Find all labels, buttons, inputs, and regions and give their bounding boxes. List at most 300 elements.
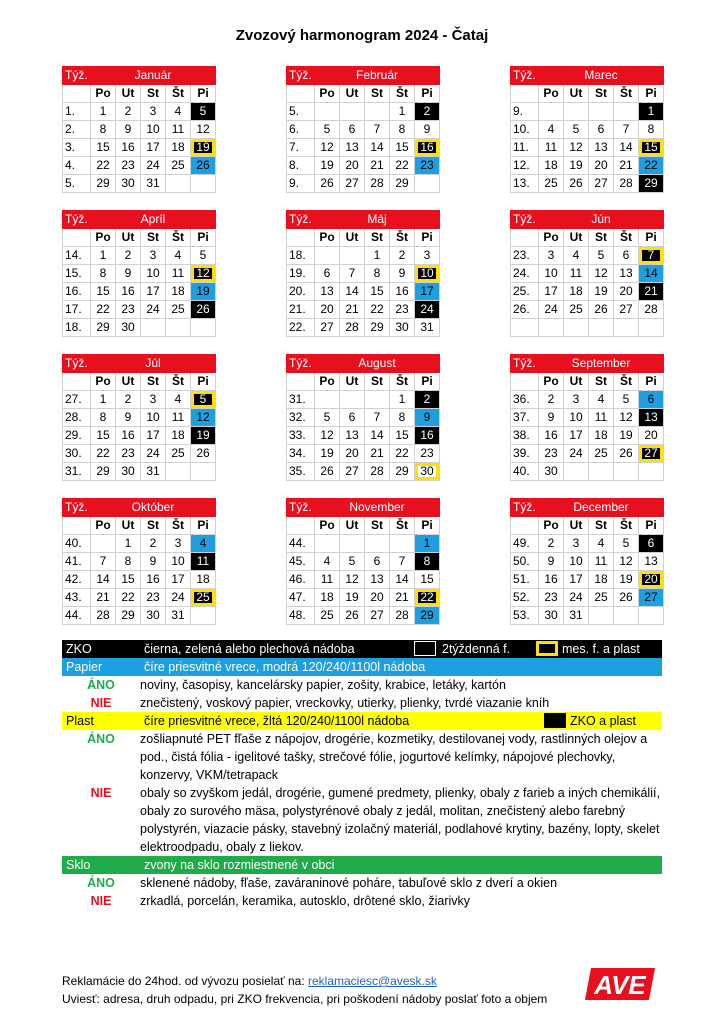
day-cell: 24 — [141, 301, 166, 319]
month-name: Júl — [91, 355, 216, 373]
month-calendar — [62, 66, 216, 193]
week-header: Týž. — [63, 67, 91, 85]
month-calendar — [510, 354, 664, 481]
day-cell: 25 — [191, 589, 216, 607]
day-header: St — [141, 373, 166, 391]
day-cell: 21 — [614, 157, 639, 175]
day-cell: 12 — [614, 409, 639, 427]
week-header: Týž. — [511, 499, 539, 517]
day-header: St — [141, 229, 166, 247]
week-row — [511, 247, 664, 265]
day-header: Ut — [340, 517, 365, 535]
day-header: Po — [315, 85, 340, 103]
day-cell: 8 — [390, 121, 415, 139]
week-number: 39. — [511, 445, 539, 463]
day-cell: 28 — [639, 301, 664, 319]
week-header: Týž. — [287, 211, 315, 229]
day-cell: 29 — [390, 463, 415, 481]
day-cell — [639, 463, 664, 481]
week-row — [511, 103, 664, 121]
legend-line: obaly so zvyškom jedál, drogérie, gumené predmety, plienky, obaly z farieb a iných chemikálií, — [140, 786, 660, 800]
legend-zko-label: ZKO — [66, 642, 92, 656]
day-cell: 9 — [141, 553, 166, 571]
day-cell: 7 — [639, 247, 664, 265]
day-cell — [315, 391, 340, 409]
month-calendar — [510, 210, 664, 337]
day-cell: 17 — [141, 139, 166, 157]
day-cell: 14 — [390, 571, 415, 589]
day-cell: 14 — [614, 139, 639, 157]
month-name: Apríl — [91, 211, 216, 229]
day-cell — [614, 463, 639, 481]
day-cell: 11 — [539, 139, 564, 157]
day-cell: 7 — [614, 121, 639, 139]
legend-sklo-desc: zvony na sklo rozmiestnené v obci — [144, 858, 335, 872]
day-cell: 25 — [315, 607, 340, 625]
day-cell: 17 — [564, 571, 589, 589]
day-cell: 9 — [116, 409, 141, 427]
day-header: St — [365, 517, 390, 535]
week-row — [63, 265, 216, 283]
day-header: Po — [91, 85, 116, 103]
day-cell: 2 — [116, 247, 141, 265]
day-cell: 7 — [365, 409, 390, 427]
day-cell — [365, 535, 390, 553]
legend-biweekly-label: 2týždenná f. — [442, 642, 511, 656]
day-cell: 3 — [415, 247, 440, 265]
day-cell: 21 — [639, 283, 664, 301]
day-cell — [589, 607, 614, 625]
week-number: 37. — [511, 409, 539, 427]
day-header: Ut — [564, 517, 589, 535]
day-cell: 22 — [91, 445, 116, 463]
papier-no-text: znečistený, voskový papier, vreckovky, utierky, plienky, tvrdé viazanie kníh — [140, 696, 550, 710]
day-cell — [564, 463, 589, 481]
week-number: 53. — [511, 607, 539, 625]
day-cell: 17 — [564, 427, 589, 445]
day-cell: 12 — [589, 265, 614, 283]
day-cell: 26 — [191, 445, 216, 463]
day-cell — [191, 463, 216, 481]
day-header: Po — [539, 517, 564, 535]
day-header: Ut — [116, 229, 141, 247]
monthly-swatch — [536, 641, 558, 656]
month-calendar — [510, 498, 664, 625]
day-cell: 4 — [589, 391, 614, 409]
day-cell: 20 — [639, 427, 664, 445]
day-cell: 9 — [539, 553, 564, 571]
day-cell: 31 — [141, 463, 166, 481]
day-cell — [166, 175, 191, 193]
day-cell: 20 — [340, 157, 365, 175]
sklo-yes-label: ÁNO — [87, 876, 115, 890]
footer-line-2: Uviesť: adresa, druh odpadu, pri ZKO frekvencia, pri poškodení nádoby poslať foto a objem — [62, 992, 548, 1006]
day-header: Št — [390, 517, 415, 535]
empty-cell — [511, 229, 539, 247]
week-row — [287, 265, 440, 283]
day-header: St — [141, 85, 166, 103]
day-cell: 17 — [141, 427, 166, 445]
week-number: 26. — [511, 301, 539, 319]
day-cell: 6 — [365, 553, 390, 571]
day-cell: 31 — [415, 319, 440, 337]
day-cell: 18 — [166, 283, 191, 301]
day-cell: 6 — [589, 121, 614, 139]
day-cell: 18 — [564, 283, 589, 301]
day-cell: 23 — [415, 445, 440, 463]
day-cell — [91, 535, 116, 553]
day-cell: 6 — [614, 247, 639, 265]
day-cell: 28 — [614, 175, 639, 193]
day-cell: 1 — [91, 247, 116, 265]
day-cell — [390, 535, 415, 553]
day-cell: 24 — [415, 301, 440, 319]
day-cell: 15 — [365, 283, 390, 301]
week-row — [511, 427, 664, 445]
day-cell: 1 — [639, 103, 664, 121]
day-cell: 16 — [141, 571, 166, 589]
week-number: 44. — [63, 607, 91, 625]
day-header: Ut — [564, 229, 589, 247]
day-header: Pi — [639, 517, 664, 535]
empty-cell — [287, 85, 315, 103]
papier-no-row — [62, 694, 662, 712]
week-number: 24. — [511, 265, 539, 283]
day-cell: 9 — [390, 265, 415, 283]
week-row — [63, 409, 216, 427]
day-cell: 16 — [415, 427, 440, 445]
legend-monthly-label: mes. f. a plast — [562, 642, 640, 656]
day-cell: 4 — [539, 121, 564, 139]
week-number: 29. — [63, 427, 91, 445]
week-row — [63, 553, 216, 571]
week-header: Týž. — [511, 211, 539, 229]
day-cell: 20 — [315, 301, 340, 319]
complaint-email-link[interactable]: reklamaciesc@avesk.sk — [307, 974, 437, 988]
plast-no-text — [140, 784, 662, 856]
empty-cell — [287, 373, 315, 391]
week-row — [63, 283, 216, 301]
empty-cell — [287, 517, 315, 535]
week-row — [511, 121, 664, 139]
legend-line: obaly zo surového mäsa, polystyrénové obaly z jedál, molitan, znečistený alebo farebný — [140, 804, 625, 818]
day-cell: 20 — [365, 589, 390, 607]
week-number: 21. — [287, 301, 315, 319]
day-cell: 14 — [340, 283, 365, 301]
week-number: 36. — [511, 391, 539, 409]
week-number: 40. — [511, 463, 539, 481]
legend-zko-row — [62, 640, 662, 658]
day-cell: 25 — [589, 445, 614, 463]
day-cell: 2 — [539, 535, 564, 553]
week-number: 17. — [63, 301, 91, 319]
day-cell: 3 — [166, 535, 191, 553]
week-row — [511, 283, 664, 301]
legend-papier-desc: číre priesvitné vrece, modrá 120/240/1100l nádoba — [144, 660, 426, 674]
day-cell: 29 — [415, 607, 440, 625]
legend-plast-row — [62, 712, 662, 730]
week-row — [287, 427, 440, 445]
day-cell: 1 — [116, 535, 141, 553]
day-cell: 26 — [315, 175, 340, 193]
day-cell: 22 — [390, 157, 415, 175]
day-cell: 28 — [365, 175, 390, 193]
day-header: Št — [614, 373, 639, 391]
day-header: Pi — [415, 229, 440, 247]
day-cell: 3 — [539, 247, 564, 265]
day-cell: 30 — [415, 463, 440, 481]
month-calendar — [286, 210, 440, 337]
day-cell: 18 — [166, 139, 191, 157]
day-header: Ut — [564, 373, 589, 391]
day-cell: 28 — [365, 463, 390, 481]
day-header: Št — [166, 517, 191, 535]
day-cell: 19 — [340, 589, 365, 607]
month-calendar — [286, 498, 440, 625]
day-header: Št — [166, 229, 191, 247]
month-name: Marec — [539, 67, 664, 85]
week-row — [287, 589, 440, 607]
plast-yes-text — [140, 730, 662, 784]
day-cell — [614, 607, 639, 625]
day-cell: 24 — [539, 301, 564, 319]
day-cell: 11 — [589, 409, 614, 427]
week-row — [287, 301, 440, 319]
week-number: 19. — [287, 265, 315, 283]
day-cell: 2 — [141, 535, 166, 553]
month-name: August — [315, 355, 440, 373]
footer-prefix: Reklamácie do 24hod. od vývozu posielať na: — [62, 974, 308, 988]
day-cell: 13 — [614, 265, 639, 283]
day-cell: 22 — [415, 589, 440, 607]
sklo-no-label: NIE — [90, 894, 112, 908]
day-cell: 21 — [365, 157, 390, 175]
day-header: Ut — [116, 85, 141, 103]
day-cell: 30 — [116, 175, 141, 193]
week-row — [511, 535, 664, 553]
sklo-no-row — [62, 892, 662, 910]
day-cell — [340, 535, 365, 553]
week-row — [63, 301, 216, 319]
day-cell — [415, 175, 440, 193]
day-header: Št — [614, 229, 639, 247]
week-number: 43. — [63, 589, 91, 607]
day-header: St — [589, 229, 614, 247]
day-cell: 19 — [589, 283, 614, 301]
day-cell: 8 — [91, 409, 116, 427]
day-cell: 16 — [539, 427, 564, 445]
week-number: 20. — [287, 283, 315, 301]
month-calendar — [510, 66, 664, 193]
legend-line: elektroodpadu, obaly z liekov. — [140, 840, 304, 854]
week-row — [287, 607, 440, 625]
week-row — [511, 139, 664, 157]
day-cell: 15 — [116, 571, 141, 589]
week-row — [63, 319, 216, 337]
week-number: 42. — [63, 571, 91, 589]
day-cell: 19 — [614, 427, 639, 445]
day-cell — [315, 247, 340, 265]
day-header: Št — [390, 229, 415, 247]
week-row — [63, 607, 216, 625]
day-cell: 12 — [191, 121, 216, 139]
day-cell: 30 — [116, 319, 141, 337]
day-cell: 9 — [116, 265, 141, 283]
week-number: 9. — [287, 175, 315, 193]
week-header: Týž. — [287, 67, 315, 85]
day-header: St — [589, 85, 614, 103]
day-cell — [614, 319, 639, 337]
week-row — [63, 175, 216, 193]
day-cell: 29 — [91, 175, 116, 193]
day-cell — [564, 319, 589, 337]
day-cell: 12 — [340, 571, 365, 589]
week-number: 34. — [287, 445, 315, 463]
day-cell: 29 — [91, 319, 116, 337]
empty-cell — [287, 229, 315, 247]
day-header: Ut — [116, 373, 141, 391]
day-cell: 13 — [589, 139, 614, 157]
empty-cell — [63, 85, 91, 103]
week-row — [63, 157, 216, 175]
day-header: Po — [315, 229, 340, 247]
day-cell: 1 — [91, 103, 116, 121]
legend-sklo-label: Sklo — [66, 858, 91, 872]
month-calendar — [286, 354, 440, 481]
day-header: Po — [91, 373, 116, 391]
day-header: Pi — [191, 373, 216, 391]
day-cell: 27 — [614, 301, 639, 319]
legend-line: konzervy, VKM/tetrapack — [140, 768, 279, 782]
week-row — [511, 319, 664, 337]
week-header: Týž. — [63, 211, 91, 229]
week-row — [287, 445, 440, 463]
day-cell: 8 — [390, 409, 415, 427]
week-row — [511, 175, 664, 193]
day-cell: 23 — [390, 301, 415, 319]
day-header: Pi — [191, 229, 216, 247]
week-row — [287, 535, 440, 553]
day-cell — [141, 319, 166, 337]
week-row — [511, 409, 664, 427]
week-row — [63, 535, 216, 553]
week-number: 16. — [63, 283, 91, 301]
day-cell: 8 — [365, 265, 390, 283]
week-row — [287, 319, 440, 337]
day-header: Po — [315, 517, 340, 535]
week-row — [511, 463, 664, 481]
week-number: 31. — [287, 391, 315, 409]
week-number: 18. — [63, 319, 91, 337]
week-row — [511, 265, 664, 283]
day-cell: 23 — [116, 157, 141, 175]
day-cell: 3 — [564, 535, 589, 553]
day-cell: 15 — [415, 571, 440, 589]
sklo-no-text: zrkadlá, porcelán, keramika, autosklo, drôtené sklo, žiarivky — [140, 894, 471, 908]
day-cell: 21 — [390, 589, 415, 607]
day-cell: 5 — [191, 103, 216, 121]
day-cell: 8 — [91, 265, 116, 283]
day-cell: 16 — [116, 427, 141, 445]
day-cell: 28 — [91, 607, 116, 625]
day-cell: 15 — [91, 139, 116, 157]
day-cell: 30 — [390, 319, 415, 337]
day-cell: 30 — [141, 607, 166, 625]
day-header: Po — [91, 229, 116, 247]
day-cell: 10 — [564, 409, 589, 427]
week-number: 30. — [63, 445, 91, 463]
legend-line: pod., čistá fólia - igelitové tašky, strečové fólie, jogurtové kelímky, nápojové plechovky, — [140, 750, 616, 764]
day-cell: 11 — [166, 121, 191, 139]
day-cell: 16 — [390, 283, 415, 301]
week-header: Týž. — [63, 499, 91, 517]
day-cell: 26 — [340, 607, 365, 625]
month-name: Október — [91, 499, 216, 517]
day-cell: 24 — [166, 589, 191, 607]
day-cell: 4 — [564, 247, 589, 265]
day-cell — [365, 391, 390, 409]
day-header: Št — [390, 85, 415, 103]
week-number: 51. — [511, 571, 539, 589]
day-cell: 15 — [390, 139, 415, 157]
day-cell: 4 — [589, 535, 614, 553]
day-cell: 10 — [415, 265, 440, 283]
day-header: Ut — [564, 85, 589, 103]
day-cell — [191, 175, 216, 193]
day-cell: 29 — [116, 607, 141, 625]
day-cell: 29 — [390, 175, 415, 193]
day-cell: 19 — [614, 571, 639, 589]
week-number: 45. — [287, 553, 315, 571]
week-row — [63, 103, 216, 121]
day-header: Po — [315, 373, 340, 391]
day-cell — [340, 103, 365, 121]
day-cell — [166, 463, 191, 481]
week-row — [287, 121, 440, 139]
day-cell: 8 — [415, 553, 440, 571]
day-cell: 15 — [91, 427, 116, 445]
day-cell: 10 — [141, 409, 166, 427]
week-number: 38. — [511, 427, 539, 445]
day-cell: 21 — [340, 301, 365, 319]
day-header: Po — [539, 373, 564, 391]
week-number: 3. — [63, 139, 91, 157]
day-cell: 29 — [365, 319, 390, 337]
sklo-yes-text: sklenené nádoby, fľaše, zaváraninové poháre, tabuľové sklo z dverí a okien — [140, 876, 558, 890]
day-cell: 22 — [639, 157, 664, 175]
day-cell: 10 — [141, 121, 166, 139]
day-cell: 10 — [564, 553, 589, 571]
month-calendar — [62, 498, 216, 625]
day-cell: 5 — [614, 391, 639, 409]
day-cell: 23 — [539, 589, 564, 607]
day-cell: 25 — [166, 445, 191, 463]
week-row — [63, 391, 216, 409]
week-row — [63, 463, 216, 481]
legend-plast-label: Plast — [66, 714, 94, 728]
week-number: 35. — [287, 463, 315, 481]
day-header: Pi — [415, 517, 440, 535]
empty-cell — [63, 373, 91, 391]
papier-yes-row — [62, 676, 662, 694]
day-header: St — [365, 229, 390, 247]
week-number: 5. — [287, 103, 315, 121]
plast-no-label: NIE — [90, 786, 112, 800]
day-cell: 21 — [91, 589, 116, 607]
legend-sklo-row — [62, 856, 662, 874]
week-number: 47. — [287, 589, 315, 607]
week-row — [511, 391, 664, 409]
